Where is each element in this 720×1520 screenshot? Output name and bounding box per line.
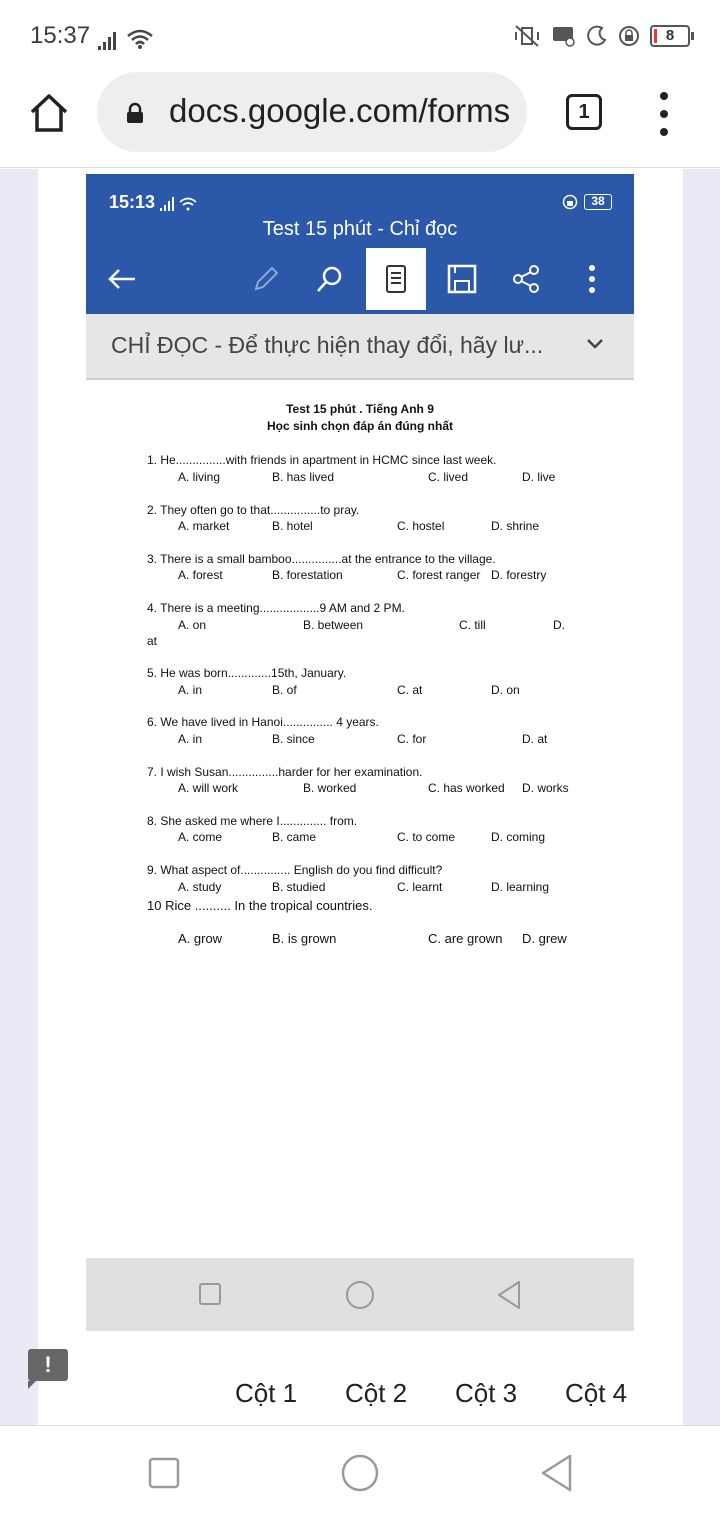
embedded-app-header [86,174,634,314]
chevron-down-icon[interactable] [586,338,604,350]
wifi-icon [126,28,154,50]
column-label-1: Cột 1 [235,1378,298,1408]
option-b: B. is grown [272,931,337,946]
question-text: 10 Rice .......... In the tropical countries. [147,898,373,913]
option-c: C. learnt [397,880,443,894]
browser-toolbar [0,72,720,168]
option-d: D. shrine [491,519,540,533]
status-time: 15:37 [30,22,91,49]
embedded-battery [562,194,612,210]
report-abuse-icon[interactable]: ! [28,1349,68,1381]
message-icon [552,25,576,47]
battery-indicator: 8 [650,25,690,47]
option-d: D. grew [522,931,567,946]
read-only-banner[interactable] [86,314,634,380]
option-c: C. forest ranger [397,568,481,582]
option-a: A. living [178,470,221,484]
option-d: D. at [522,732,548,746]
signal-icons [98,26,154,50]
address-bar[interactable] [97,72,527,152]
embedded-battery-level: 38 [584,194,612,210]
option-c: C. for [397,732,427,746]
option-a: A. market [178,519,230,533]
option-c: C. till [459,618,486,632]
option-d: D. [553,618,565,632]
option-c: C. are grown [428,931,503,946]
back-nav-icon[interactable] [539,1453,573,1493]
question-text: 1. He...............with friends in apartment in HCMC since last week. [147,453,497,467]
option-b: B. worked [303,781,357,795]
option-a: A. will work [178,781,239,795]
embedded-document [86,382,634,1258]
status-right-icons [512,24,690,48]
option-d: D. forestry [491,568,547,582]
question-text: 4. There is a meeting..................9 AM and 2 PM. [147,601,405,615]
signal-icon [98,30,122,50]
question-text: 7. I wish Susan...............harder for her examination. [147,765,423,779]
back-arrow-icon[interactable] [92,248,152,310]
recents-icon[interactable] [148,1457,180,1489]
option-b: B. studied [272,880,326,894]
option-d: D. coming [491,830,546,844]
system-nav-bar [0,1425,720,1520]
option-a: A. forest [178,568,223,582]
question-text: 5. He was born.............15th, January. [147,666,347,680]
option-c: C. hostel [397,519,445,533]
embedded-document-title: Test 15 phút - Chỉ đọc [262,218,458,240]
save-icon[interactable] [432,248,492,310]
search-icon[interactable] [300,248,360,310]
question-text: 6. We have lived in Hanoi............... 4 years. [147,715,379,729]
more-options-icon[interactable] [562,248,622,310]
question-text: 3. There is a small bamboo...............at the entrance to the village. [147,552,496,566]
status-bar [0,0,720,72]
option-a: A. in [178,732,203,746]
embedded-signal-icon [160,196,200,212]
embedded-toolbar [86,248,634,310]
column-label-2: Cột 2 [345,1378,408,1408]
option-d: D. learning [491,880,550,894]
option-b: B. between [303,618,364,632]
option-c: C. to come [397,830,456,844]
embedded-back-icon [496,1280,522,1310]
tab-switcher-button[interactable]: 1 [566,94,602,130]
moon-icon [586,25,608,47]
option-a: A. grow [178,931,223,946]
question-text: 9. What aspect of............... English do you find difficult? [147,863,443,877]
lock-icon [125,102,145,124]
doc-title: Test 15 phút . Tiếng Anh 9 [286,402,434,416]
embedded-status-time: 15:13 [109,192,156,212]
option-a: A. study [178,880,222,894]
edit-pencil-icon[interactable] [236,248,296,310]
home-nav-icon[interactable] [340,1453,380,1493]
column-label-4: Cột 4 [565,1378,628,1408]
option-b: B. hotel [272,519,313,533]
option-c: C. lived [428,470,469,484]
vibrate-mute-icon [512,24,542,48]
url-text: docs.google.com/forms [169,92,511,129]
embedded-rotation-lock-icon [562,194,578,210]
option-d: D. on [491,683,520,697]
option-d: D. works [522,781,569,795]
option-d: D. live [522,470,556,484]
option-a: A. on [178,618,207,632]
rotation-lock-icon [618,25,640,47]
more-menu-icon[interactable] [654,92,674,136]
option-c: C. at [397,683,423,697]
share-icon[interactable] [496,248,556,310]
option-b: B. came [272,830,317,844]
question-text: 8. She asked me where I.............. from. [147,814,358,828]
option-a: A. in [178,683,203,697]
option-b: B. has lived [272,470,335,484]
doc-subtitle: Học sinh chọn đáp án đúng nhất [267,419,453,433]
column-label-3: Cột 3 [455,1378,518,1408]
read-only-banner-text: CHỈ ĐỌC - Để thực hiện thay đổi, hãy lư... [111,332,544,358]
home-icon[interactable] [28,92,70,134]
option-d-continued: at [147,634,158,648]
embedded-home-icon [345,1280,375,1310]
option-b: B. of [272,683,297,697]
option-a: A. come [178,830,223,844]
option-c: C. has worked [428,781,505,795]
question-text: 2. They often go to that...............to pray. [147,503,360,517]
mobile-view-icon[interactable] [366,248,426,310]
embedded-nav-bar [86,1258,634,1331]
embedded-recents-icon [199,1283,221,1305]
option-b: B. since [272,732,315,746]
option-b: B. forestation [272,568,343,582]
